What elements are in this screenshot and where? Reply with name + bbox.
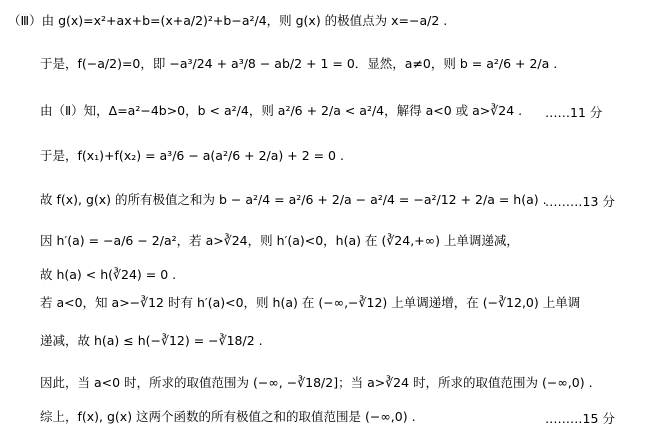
score-11: ……11 分 (545, 105, 603, 120)
score-13: ………13 分 (545, 194, 615, 209)
solution-line-1: （Ⅲ）由 g(x)=x²+ax+b=(x+a/2)²+b−a²/4，则 g(x) 的极值点为 x=−a/2 . (8, 13, 448, 28)
solution-line-9: 递减，故 h(a) ≤ h(−∛12) = −∛18/2 . (40, 333, 263, 348)
solution-line-4: 于是，f(x₁)+f(x₂) = a³/6 − a(a²/6 + 2/a) + 2 = 0 . (40, 148, 344, 163)
score-15: ………15 分 (545, 411, 615, 426)
solution-line-6: 因 h′(a) = −a/6 − 2/a²，若 a>∛24，则 h′(a)<0，h(a) 在 (∛24,+∞) 上单调递减， (40, 233, 519, 248)
solution-line-11: 综上，f(x), g(x) 这两个函数的所有极值之和的取值范围是 (−∞,0) . (40, 409, 416, 424)
solution-line-8: 若 a<0，知 a>−∛12 时有 h′(a)<0，则 h(a) 在 (−∞,−∛12) 上单调递增，在 (−∛12,0) 上单调 (40, 295, 581, 310)
solution-line-7: 故 h(a) < h(∛24) = 0 . (40, 267, 177, 282)
solution-line-10: 因此，当 a<0 时，所求的取值范围为 (−∞, −∛18/2]；当 a>∛24 时，所求的取值范围为 (−∞,0) . (40, 375, 593, 390)
solution-line-5: 故 f(x), g(x) 的所有极值之和为 b − a²/4 = a²/6 + 2/a − a²/4 = −a²/12 + 2/a = h(a) . (40, 192, 547, 207)
solution-line-2: 于是，f(−a/2)=0，即 −a³/24 + a³/8 − ab/2 + 1 = 0．显然，a≠0，则 b = a²/6 + 2/a . (40, 56, 558, 71)
solution-line-3: 由（Ⅱ）知，Δ=a²−4b>0，b < a²/4，则 a²/6 + 2/a < a²/4，解得 a<0 或 a>∛24 . (40, 103, 523, 118)
